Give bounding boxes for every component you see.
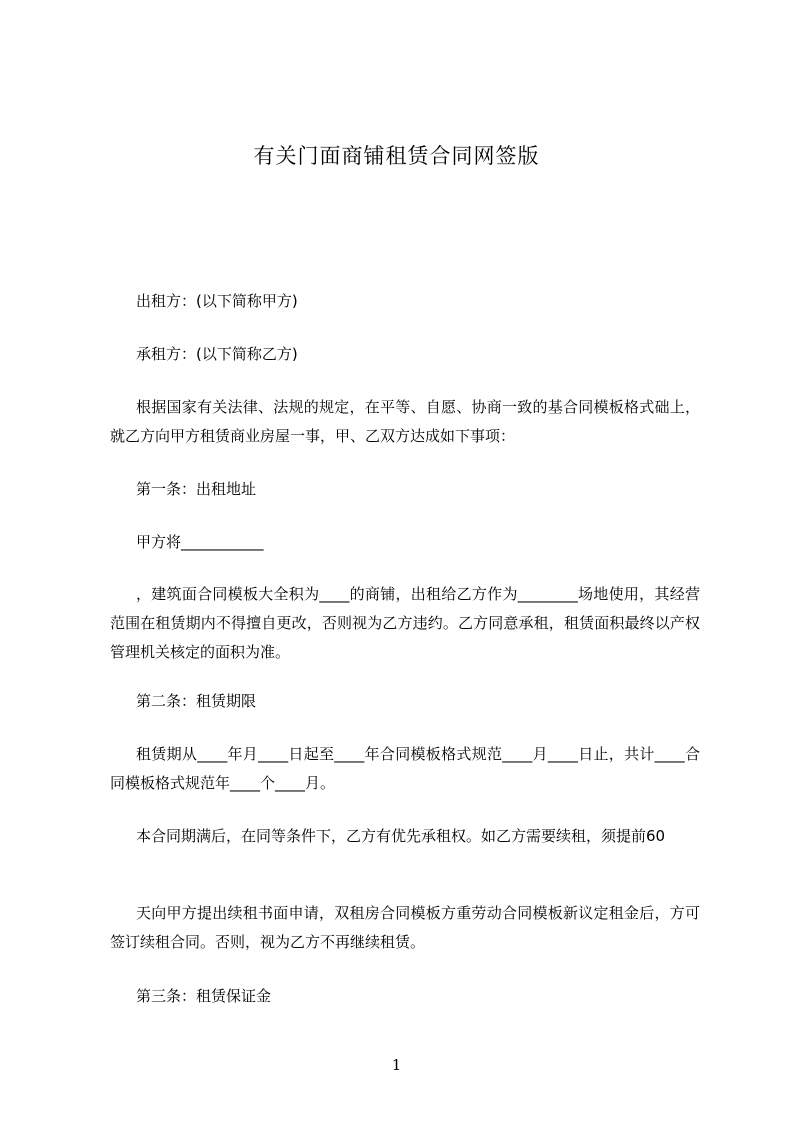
article-2-heading: 第二条：租赁期限 [136,692,257,710]
article-1-address-line: 甲方将___________ [136,533,264,551]
page-number: 1 [391,1056,402,1074]
lessor-line: 出租方：(以下简称甲方) [136,292,298,310]
document-title: 有关门面商铺租赁合同网签版 [253,144,540,168]
preamble-paragraph: 根据国家有关法律、法规的规定，在平等、自愿、协商一致的基合同模板格式础上，就乙方向甲方租赁商业房屋一事，甲、乙双方达成如下事项： [110,398,700,445]
article-1-heading: 第一条：出租地址 [136,480,257,498]
article-3-heading: 第三条：租赁保证金 [136,987,272,1005]
article-2-renewal: 本合同期满后，在同等条件下，乙方有优先承租权。如乙方需要续租，须提前60 [136,827,666,845]
lessee-line: 承租方：(以下简称乙方) [136,345,298,363]
article-1-body: ，建筑面合同模板大全积为____的商铺，出租给乙方作为________场地使用，其经营范围在租赁期内不得擅自更改，否则视为乙方违约。乙方同意承租，租赁面积最终以产权管理机关核定的面积为准。 [110,585,700,661]
article-2-term: 租赁期从____年月____日起至____年合同模板格式规范____月____日止，共计____合同模板格式规范年____个____月。 [110,745,700,792]
article-2-renewal-continued: 天向甲方提出续租书面申请，双租房合同模板方重劳动合同模板新议定租金后，方可签订续租合同。否则，视为乙方不再继续租赁。 [110,904,700,951]
